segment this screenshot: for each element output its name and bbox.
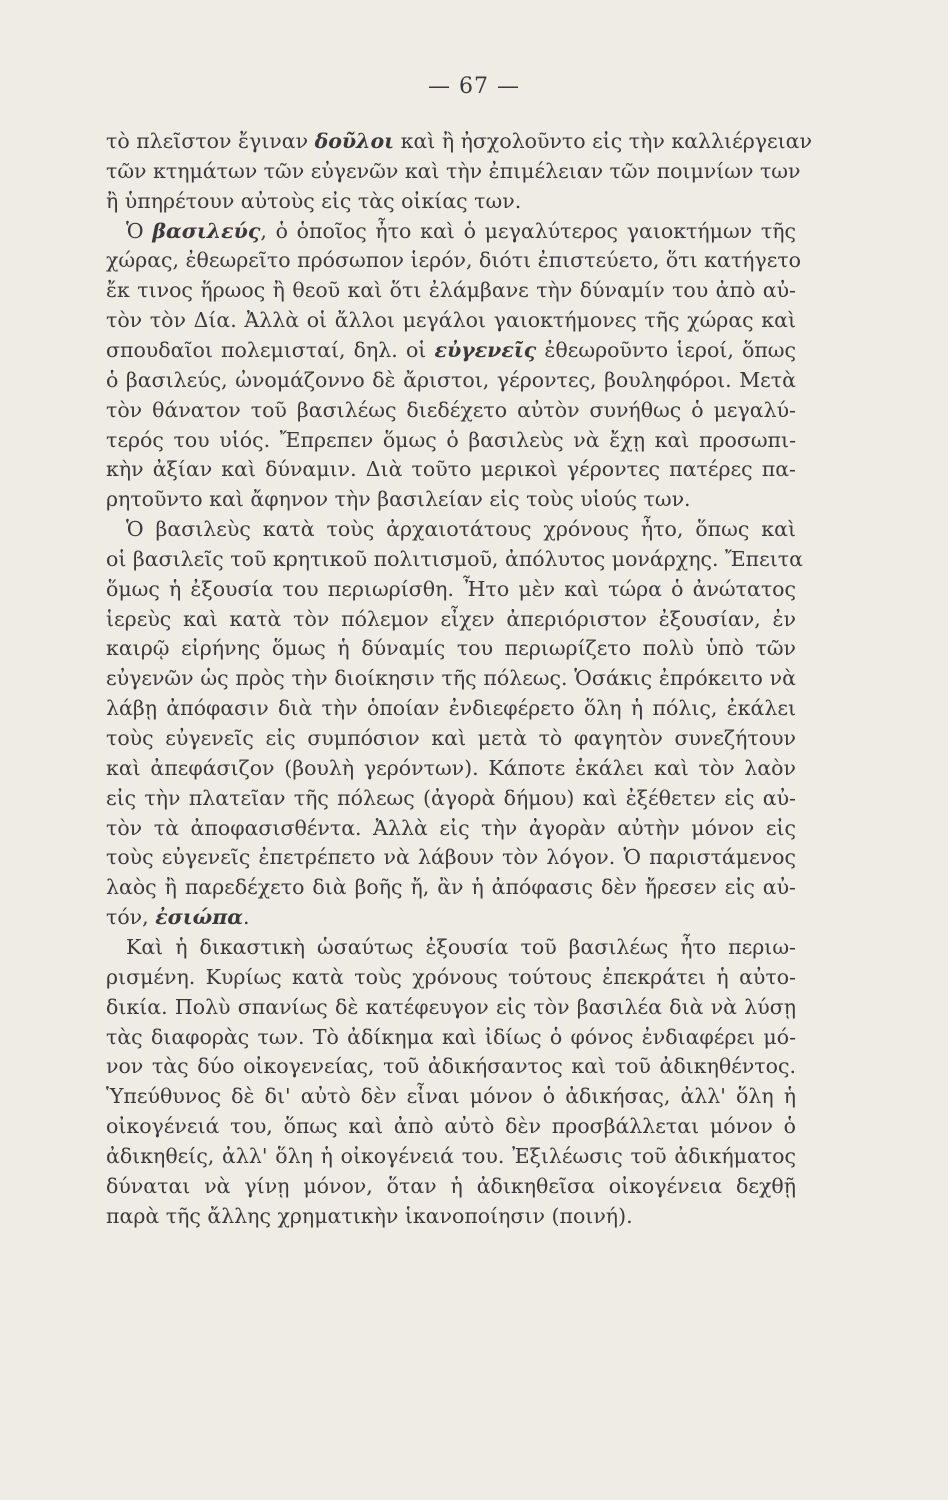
text-line [106,1051,796,1081]
text-line [106,305,796,335]
text-line [106,1141,796,1171]
text-segment: ἐθεωροῦντο ἱεροί, ὅπως [536,337,796,362]
text-segment: σπουδαῖοι πολεμισταί, δηλ. οἱ [106,337,435,362]
text-line [106,544,803,574]
page-number: — 67 — [428,74,520,99]
emphasized-word: δοῦλοι [314,129,395,153]
text-segment: . [242,905,250,930]
text-segment: τόν, [106,905,156,930]
text-line [106,962,796,992]
text-segment: κὴν ἀξίαν καὶ δύναμιν. Διὰ τοῦτο μερικοὶ γέροντες πατέρες πα- [106,457,796,482]
text-segment: τερός του υἱός. Ἔπρεπεν ὅμως ὁ βασιλεὺς νὰ ἔχῃ καὶ προσωπι- [106,427,796,452]
text-segment: τὸν τὸν Δία. Ἀλλὰ οἱ ἄλλοι μεγάλοι γαιοκτήμονες τῆς χώρας καὶ [106,308,796,333]
text-line [106,1201,796,1231]
text-segment: ἢ ὑπηρέτουν αὐτοὺς εἰς τὰς οἰκίας των. [106,188,522,213]
text-segment: Ὁ βασιλεὺς κατὰ τοὺς ἀρχαιοτάτους χρόνους ἦτο, ὅπως καὶ [126,517,796,542]
text-line [106,1022,796,1052]
text-segment: λάβῃ ἀπόφασιν διὰ τὴν ὁποίαν ἐνδιεφέρετο ὅλη ἡ πόλις, ἐκάλει [106,696,796,721]
text-segment: τὰς διαφορὰς των. Τὸ ἀδίκημα καὶ ἰδίως ὁ φόνος ἐνδιαφέρει μό- [106,1024,796,1049]
text-line [106,604,796,634]
text-line [106,335,796,365]
text-segment: οἱ βασιλεῖς τοῦ κρητικοῦ πολιτισμοῦ, ἀπόλυτος μονάρχης. Ἔπειτα [106,546,803,571]
text-segment: ὁ βασιλεύς, ὠνομάζοννο δὲ ἄριστοι, γέροντες, βουληφόροι. Μετὰ [106,367,796,392]
text-segment: εὐγενῶν ὡς πρὸς τὴν διοίκησιν τῆς πόλεως. Ὁσάκις ἐπρόκειτο νὰ [106,666,796,691]
emphasized-word: ἐσιώπα [155,905,243,930]
text-line [106,693,796,723]
text-segment: ἔκ τινος ἥρωος ἢ θεοῦ καὶ ὅτι ἐλάμβανε τὴν δύναμίν του ἀπὸ αὐ- [106,278,796,303]
text-line [126,514,796,544]
text-line [106,753,796,783]
text-line [106,663,796,693]
text-line [106,365,796,395]
text-line [126,216,796,246]
text-line [106,633,796,663]
text-segment: δικία. Πολὺ σπανίως δὲ κατέφευγον εἰς τὸν βασιλέα διὰ νὰ λύσῃ [106,994,796,1019]
text-line [106,992,796,1022]
text-segment: ἀδικηθείς, ἀλλ' ὅλη ἡ οἰκογένειά του. Ἐξιλέωσις τοῦ ἀδικήματος [106,1143,796,1168]
text-line [106,1171,796,1201]
text-line [106,425,796,455]
text-line [106,1111,796,1141]
text-segment: τὸ πλεῖστον ἔγιναν [106,129,315,153]
text-line [106,574,796,604]
emphasized-word: βασιλεύς [152,218,261,243]
text-segment: ρισμένη. Κυρίως κατὰ τοὺς χρόνους τούτους ἐπεκράτει ἡ αὐτο- [106,964,796,989]
text-line [106,186,796,216]
text-line [106,1081,796,1111]
text-line [106,813,796,843]
text-line [106,454,796,484]
text-segment: νον τὰς δύο οἰκογενείας, τοῦ ἀδικήσαντος καὶ τοῦ ἀδικηθέντος. [106,1054,796,1079]
text-line [106,842,796,872]
text-segment: εἰς τὴν πλατεῖαν τῆς πόλεως (ἀγορὰ δήμου) καὶ ἐξέθετεν εἰς αὐ- [106,785,796,810]
text-line [106,126,812,156]
emphasized-word: εὐγενεῖς [434,337,537,362]
text-segment: καιρῷ εἰρήνης ὅμως ἡ δύναμίς του περιωρίζετο πολὺ ὑπὸ τῶν [106,636,796,661]
text-segment: τοὺς εὐγενεῖς ἐπετρέπετο νὰ λάβουν τὸν λόγον. Ὁ παριστάμενος [106,845,796,870]
text-line [106,395,796,425]
text-line [106,872,796,902]
text-segment: καὶ ἀπεφάσιζον (βουλὴ γερόντων). Κάποτε ἐκάλει καὶ τὸν λαὸν [106,755,796,780]
text-segment: Ὁ [126,218,153,243]
text-line [106,156,801,186]
text-segment: Ὑπεύθυνος δὲ δι' αὐτὸ δὲν εἶναι μόνον ὁ ἀδικήσας, ἀλλ' ὅλη ἡ [106,1084,796,1109]
text-line [106,245,802,275]
text-segment: χώρας, ἐθεωρεῖτο πρόσωπον ἱερόν, διότι ἐπιστεύετο, ὅτι κατήγετο [106,248,802,273]
text-segment: τὸν θάνατον τοῦ βασιλέως διεδέχετο αὐτὸν συνήθως ὁ μεγαλύ- [106,397,796,422]
text-line [106,723,796,753]
text-segment: ρητοῦντο καὶ ἄφηνον τὴν βασιλείαν εἰς τοὺς υἱούς των. [106,487,691,512]
text-line [106,484,796,514]
text-segment: καὶ ἢ ἠσχολοῦντο εἰς τὴν καλλιέργειαν [394,129,812,153]
text-line [106,275,796,305]
text-line [126,932,796,962]
text-segment: λαὸς ἢ παρεδέχετο διὰ βοῆς ἤ, ἂν ἡ ἀπόφασις δὲν ἤρεσεν εἰς αὐ- [106,875,796,900]
text-segment: τὸν τὰ ἀποφασισθέντα. Ἀλλὰ εἰς τὴν ἀγορὰν αὐτὴν μόνον εἰς [106,815,796,840]
text-segment: Καὶ ἡ δικαστικὴ ὡσαύτως ἐξουσία τοῦ βασιλέως ἦτο περιω- [126,934,796,959]
text-segment: παρὰ τῆς ἄλλης χρηματικὴν ἱκανοποίησιν (ποινή). [106,1203,633,1228]
text-segment: , ὁ ὁποῖος ἦτο καὶ ὁ μεγαλύτερος γαιοκτήμων τῆς [260,218,796,243]
text-segment: ἱερεὺς καὶ κατὰ τὸν πόλεμον εἶχεν ἀπεριόριστον ἐξουσίαν, ἐν [106,606,796,631]
text-segment: τῶν κτημάτων τῶν εὐγενῶν καὶ τὴν ἐπιμέλειαν τῶν ποιμνίων των [106,158,801,183]
text-segment: οἰκογένειά του, ὅπως καὶ ἀπὸ αὐτὸ δὲν προσβάλλεται μόνον ὁ [106,1114,796,1139]
text-segment: τοὺς εὐγενεῖς εἰς συμπόσιον καὶ μετὰ τὸ φαγητὸν συνεζήτουν [106,726,796,750]
text-line [106,902,796,932]
text-line [106,783,796,813]
text-segment: δύναται νὰ γίνῃ μόνον, ὅταν ἡ ἀδικηθεῖσα οἰκογένεια δεχθῇ [106,1173,796,1198]
text-segment: ὅμως ἡ ἐξουσία του περιωρίσθη. Ἦτο μὲν καὶ τώρα ὁ ἀνώτατος [106,576,796,601]
